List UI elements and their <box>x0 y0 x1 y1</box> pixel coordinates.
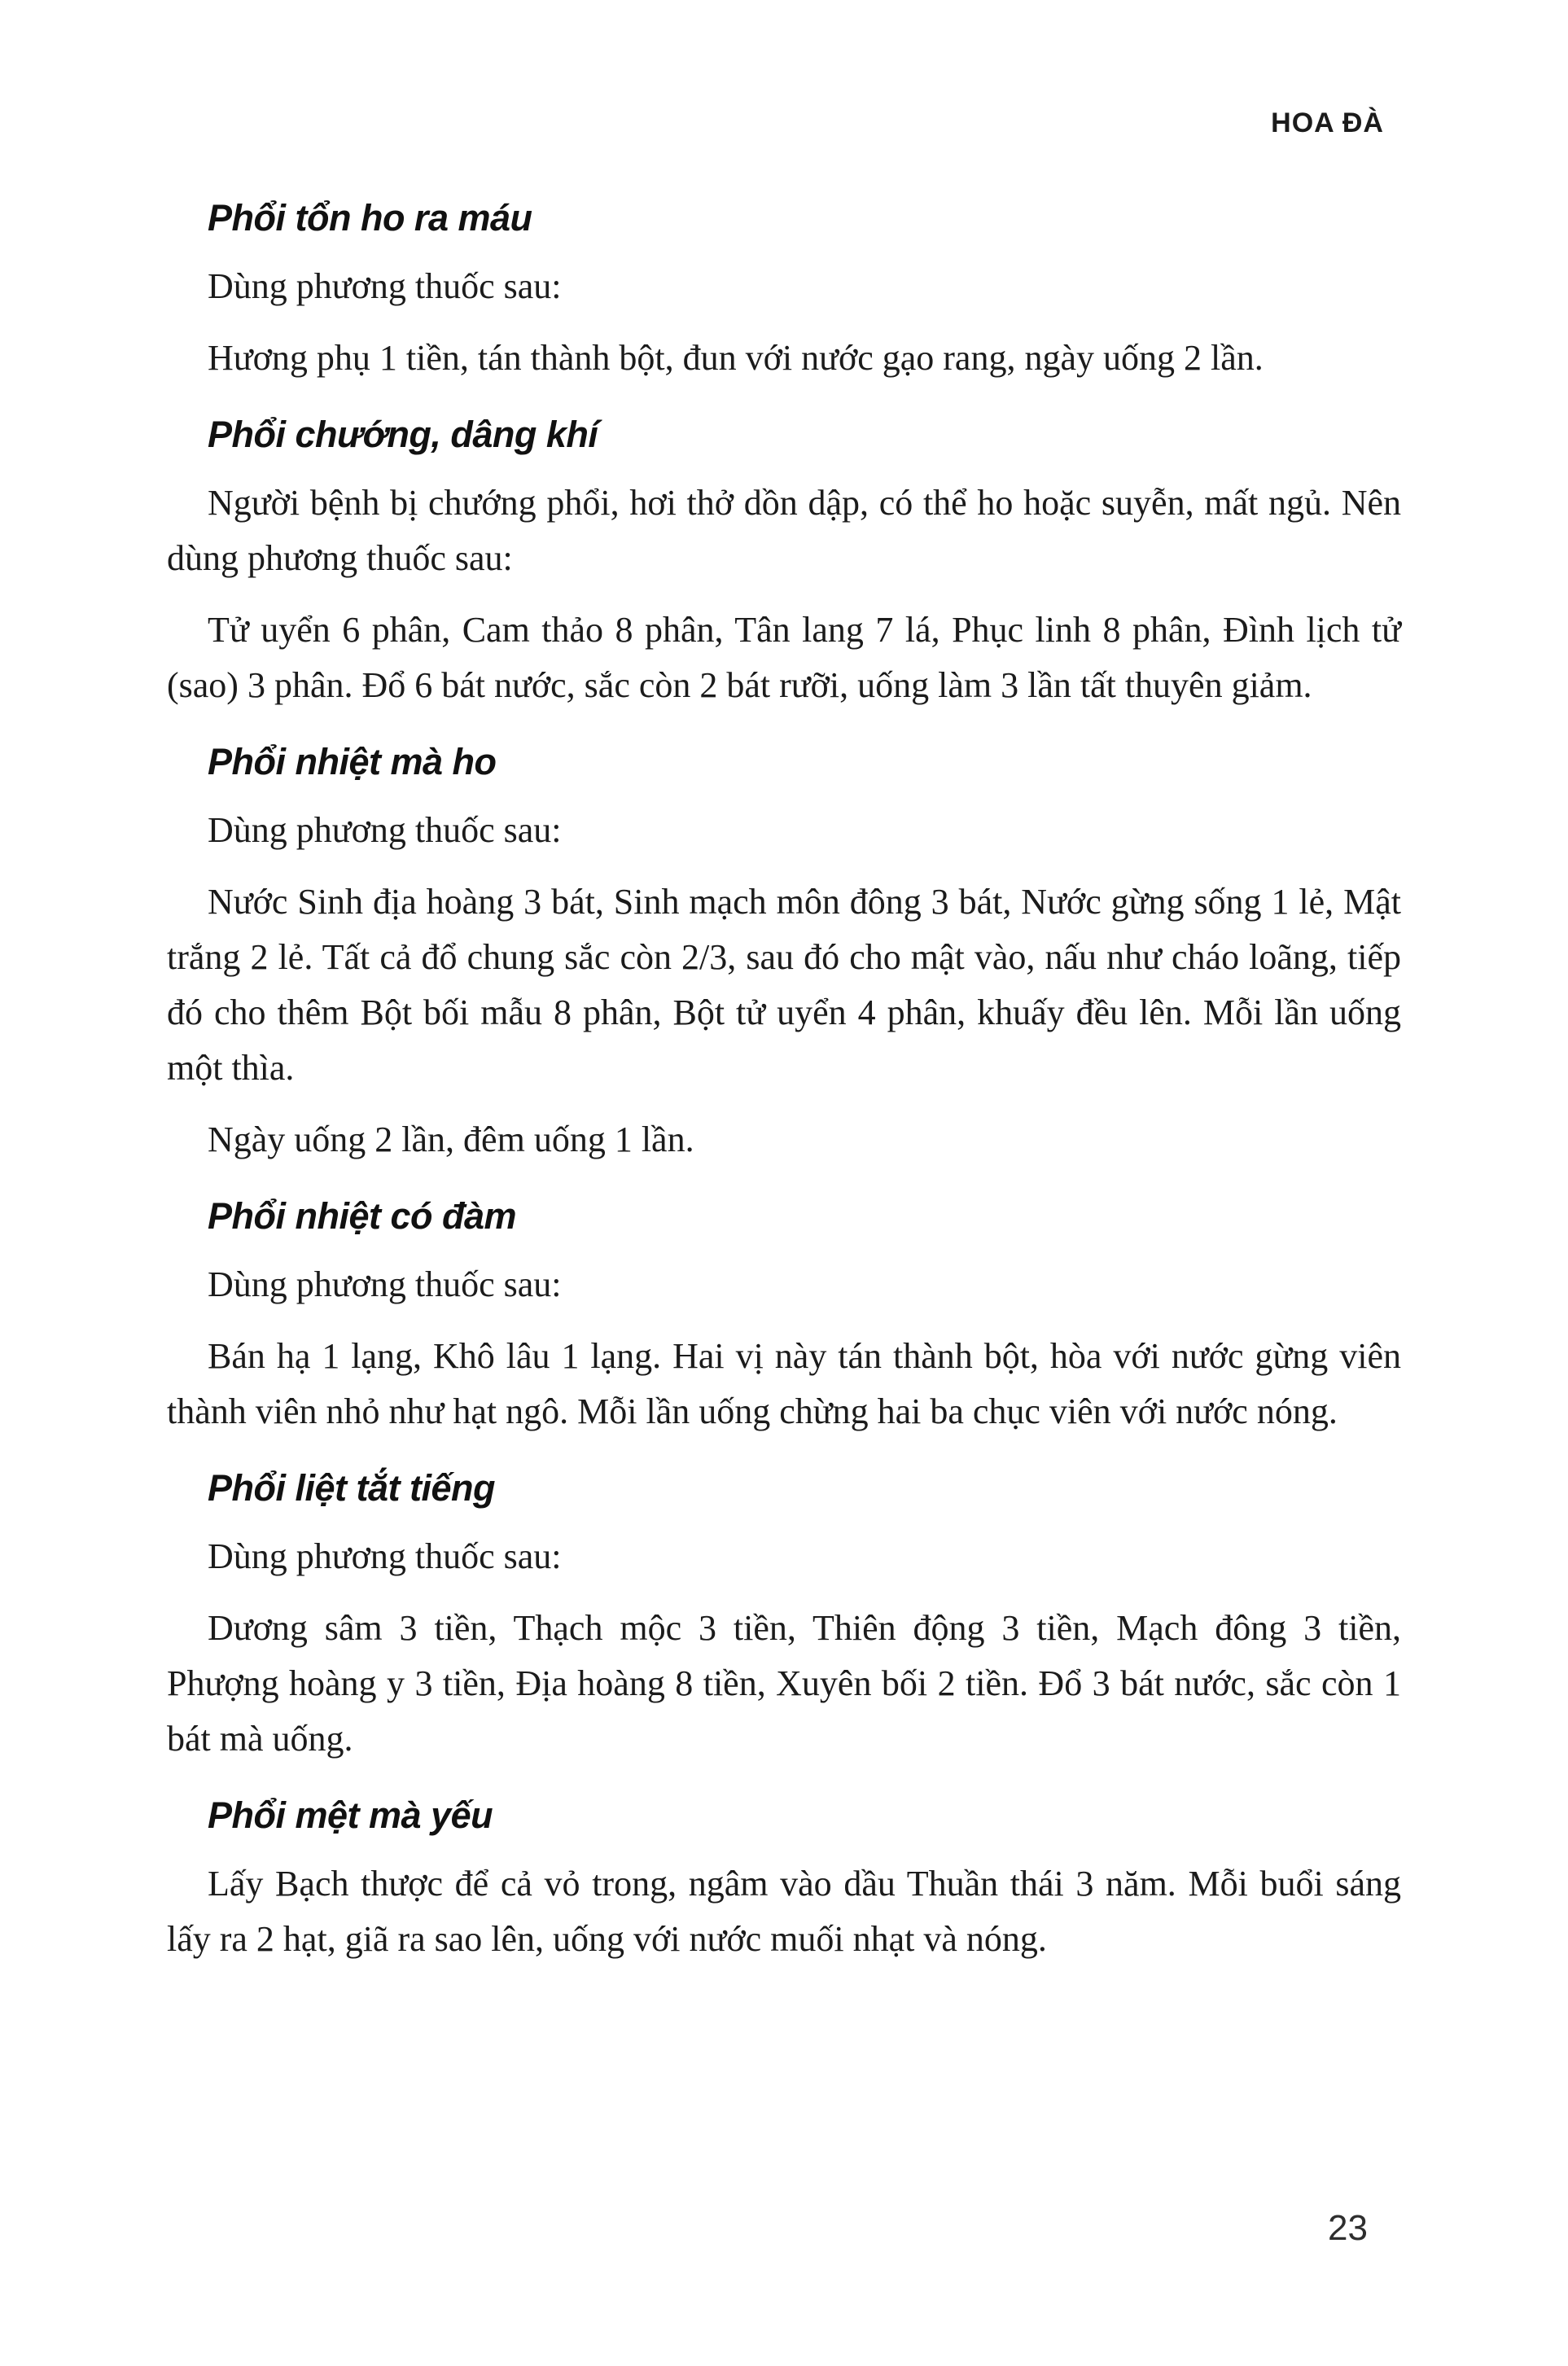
section-heading: Phổi nhiệt mà ho <box>208 741 497 782</box>
paragraph: Hương phụ 1 tiền, tán thành bột, đun với nước gạo rang, ngày uống 2 lần. <box>208 338 1264 378</box>
section-heading: Phổi nhiệt có đàm <box>208 1195 517 1237</box>
page-content <box>167 194 1401 1983</box>
section-heading: Phổi tổn ho ra máu <box>208 197 532 239</box>
paragraph: Dùng phương thuốc sau: <box>208 810 562 850</box>
paragraph: Người bệnh bị chướng phổi, hơi thở dồn dập, có thể ho hoặc suyễn, mất ngủ. Nên dùng phương thuốc sau: <box>167 483 1401 578</box>
running-header: HOA ĐÀ <box>1271 107 1384 138</box>
paragraph: Dùng phương thuốc sau: <box>208 266 562 306</box>
section-phoi-ton-ho-ra-mau <box>167 194 1401 386</box>
paragraph: Nước Sinh địa hoàng 3 bát, Sinh mạch môn đông 3 bát, Nước gừng sống 1 lẻ, Mật trắng 2 lẻ. Tất cả đổ chung sắc còn 2/3, sau đó cho mật vào, nấu như cháo loãng, tiếp đó cho thêm Bột bối mẫu 8 phân, Bột tử uyển 4 phân, khuấy đều lên. Mỗi lần uống một thìa. <box>167 882 1401 1088</box>
section-phoi-nhiet-ma-ho <box>167 738 1401 1168</box>
paragraph: Ngày uống 2 lần, đêm uống 1 lần. <box>208 1119 694 1159</box>
section-phoi-liet-tat-tieng <box>167 1464 1401 1767</box>
section-phoi-met-ma-yeu <box>167 1791 1401 1967</box>
page-number: 23 <box>1328 2208 1368 2248</box>
section-phoi-nhiet-co-dam <box>167 1192 1401 1439</box>
section-phoi-chuong-dang-khi <box>167 410 1401 713</box>
section-heading: Phổi chướng, dâng khí <box>208 414 598 455</box>
paragraph: Lấy Bạch thược để cả vỏ trong, ngâm vào dầu Thuần thái 3 năm. Mỗi buổi sáng lấy ra 2 hạt, giã ra sao lên, uống với nước muối nhạt và nóng. <box>167 1864 1401 1959</box>
paragraph: Tử uyển 6 phân, Cam thảo 8 phân, Tân lang 7 lá, Phục linh 8 phân, Đình lịch tử (sao) 3 phân. Đổ 6 bát nước, sắc còn 2 bát rưỡi, uống làm 3 lần tất thuyên giảm. <box>167 610 1401 705</box>
paragraph: Dùng phương thuốc sau: <box>208 1264 562 1304</box>
paragraph: Dương sâm 3 tiền, Thạch mộc 3 tiền, Thiên động 3 tiền, Mạch đông 3 tiền, Phượng hoàng y 3 tiền, Địa hoàng 8 tiền, Xuyên bối 2 tiền. Đổ 3 bát nước, sắc còn 1 bát mà uống. <box>167 1608 1401 1759</box>
paragraph: Dùng phương thuốc sau: <box>208 1536 562 1576</box>
paragraph: Bán hạ 1 lạng, Khô lâu 1 lạng. Hai vị này tán thành bột, hòa với nước gừng viên thành viên nhỏ như hạt ngô. Mỗi lần uống chừng hai ba chục viên với nước nóng. <box>167 1336 1401 1431</box>
section-heading: Phổi liệt tắt tiếng <box>208 1467 496 1509</box>
section-heading: Phổi mệt mà yếu <box>208 1794 493 1836</box>
